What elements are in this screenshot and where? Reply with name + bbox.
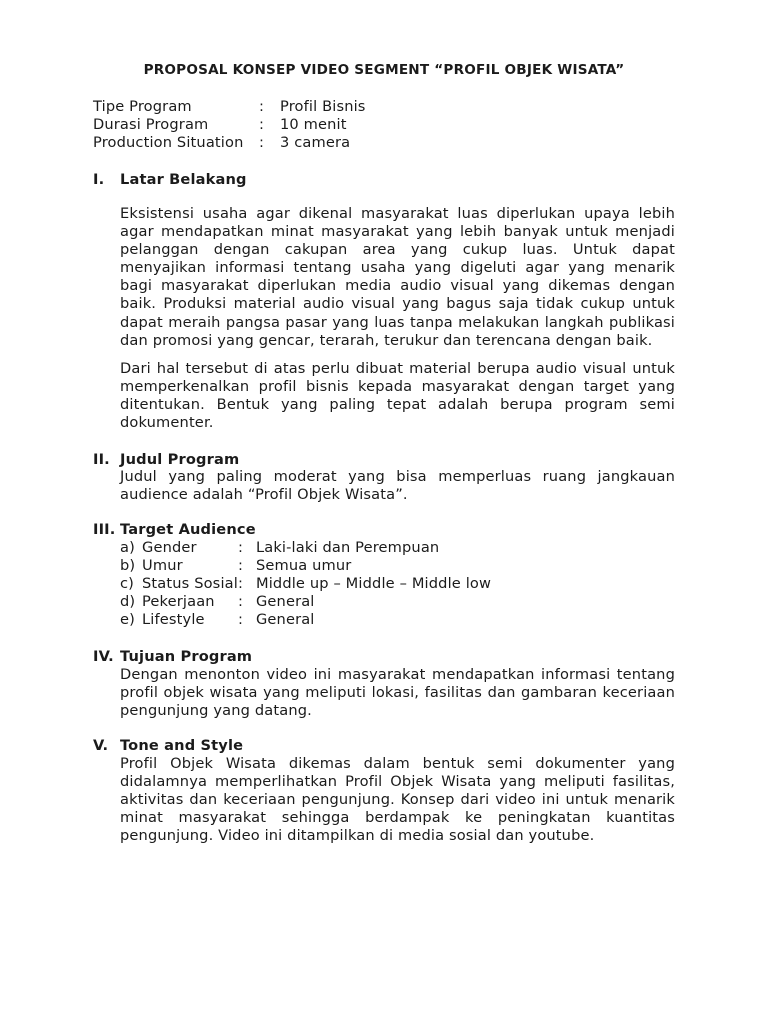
info-sep: : <box>259 134 265 151</box>
item-value: General <box>255 593 315 610</box>
section-title: Latar Belakang <box>120 171 247 188</box>
section-number: III. <box>93 521 116 538</box>
item-key: Pekerjaan <box>142 593 215 610</box>
section-paragraph: Eksistensi usaha agar dikenal masyarakat luas diperlukan upaya lebih agar mendapatkan minat masyarakat yang lebih banyak untuk menjadi pelanggan dengan cakupan area yang cukup luas. Untuk dapat menyajikan informasi tentang usaha yang digeluti agar yang menarik bagi masyarakat diperlukan media audio visual yang dikemas dengan baik. Produksi material audio visual yang bagus saja tidak cukup untuk dapat meraih pangsa pasar yang luas tanpa melakukan langkah publikasi dan promosi yang gencar, terarah, terukur dan terencana dengan baik. <box>120 205 675 349</box>
section-paragraph: Dari hal tersebut di atas perlu dibuat material berupa audio visual untuk memperkenalkan profil bisnis kepada masyarakat dengan target yang ditentukan. Bentuk yang paling tepat adalah berupa program semi dokumenter. <box>120 360 675 432</box>
info-value: 3 camera <box>280 134 351 151</box>
info-key: Tipe Program <box>93 98 192 115</box>
section-title: Tone and Style <box>120 737 244 754</box>
document-title: PROPOSAL KONSEP VIDEO SEGMENT “PROFIL OBJEK WISATA” <box>143 62 625 78</box>
info-key: Durasi Program <box>93 116 209 133</box>
info-value: Profil Bisnis <box>280 98 366 115</box>
item-value: Laki-laki dan Perempuan <box>255 539 440 556</box>
item-key: Umur <box>142 557 183 574</box>
item-key: Gender <box>142 539 197 556</box>
section-paragraph: Profil Objek Wisata dikemas dalam bentuk semi dokumenter yang didalamnya memperlihatkan Profil Objek Wisata yang meliputi fasilitas, aktivitas dan keceriaan pengunjung. Konsep dari video ini untuk menarik minat masyarakat sehingga berdampak ke peningkatan kuantitas pengunjung. Video ini ditampilkan di media sosial dan youtube. <box>120 755 675 845</box>
section-number: I. <box>93 171 105 188</box>
section-number: IV. <box>93 648 114 665</box>
item-sep: : <box>237 575 244 592</box>
item-sep: : <box>237 557 244 574</box>
item-sep: : <box>237 593 244 610</box>
info-value: 10 menit <box>280 116 347 133</box>
audience-item <box>120 539 491 557</box>
item-value: General <box>255 611 315 628</box>
section-paragraph: Dengan menonton video ini masyarakat mendapatkan informasi tentang profil objek wisata yang meliputi lokasi, fasilitas dan gambaran keceriaan pengunjung yang datang. <box>120 666 675 720</box>
section-title: Target Audience <box>120 521 256 538</box>
program-info-row <box>93 98 366 116</box>
program-info-row <box>93 134 366 152</box>
audience-item <box>120 557 491 575</box>
item-letter: c) <box>120 575 135 592</box>
target-audience-list <box>120 539 491 629</box>
section-number: V. <box>93 737 109 754</box>
item-sep: : <box>237 611 244 628</box>
audience-item <box>120 593 491 611</box>
section-number: II. <box>93 451 110 468</box>
item-letter: e) <box>120 611 135 628</box>
info-key: Production Situation <box>93 134 244 151</box>
item-letter: b) <box>120 557 136 574</box>
item-value: Middle up – Middle – Middle low <box>255 575 492 592</box>
program-info-table <box>93 98 366 152</box>
info-sep: : <box>259 98 265 115</box>
item-key: Lifestyle <box>142 611 205 628</box>
item-value: Semua umur <box>255 557 352 574</box>
program-info-row <box>93 116 366 134</box>
section-title: Judul Program <box>120 451 240 468</box>
item-letter: a) <box>120 539 135 556</box>
item-sep: : <box>237 539 244 556</box>
item-letter: d) <box>120 593 136 610</box>
audience-item <box>120 575 491 593</box>
info-sep: : <box>259 116 265 133</box>
item-key: Status Sosial <box>142 575 238 592</box>
audience-item <box>120 611 491 629</box>
section-title: Tujuan Program <box>120 648 253 665</box>
section-paragraph: Judul yang paling moderat yang bisa memperluas ruang jangkauan audience adalah “Profil Objek Wisata”. <box>120 468 675 504</box>
